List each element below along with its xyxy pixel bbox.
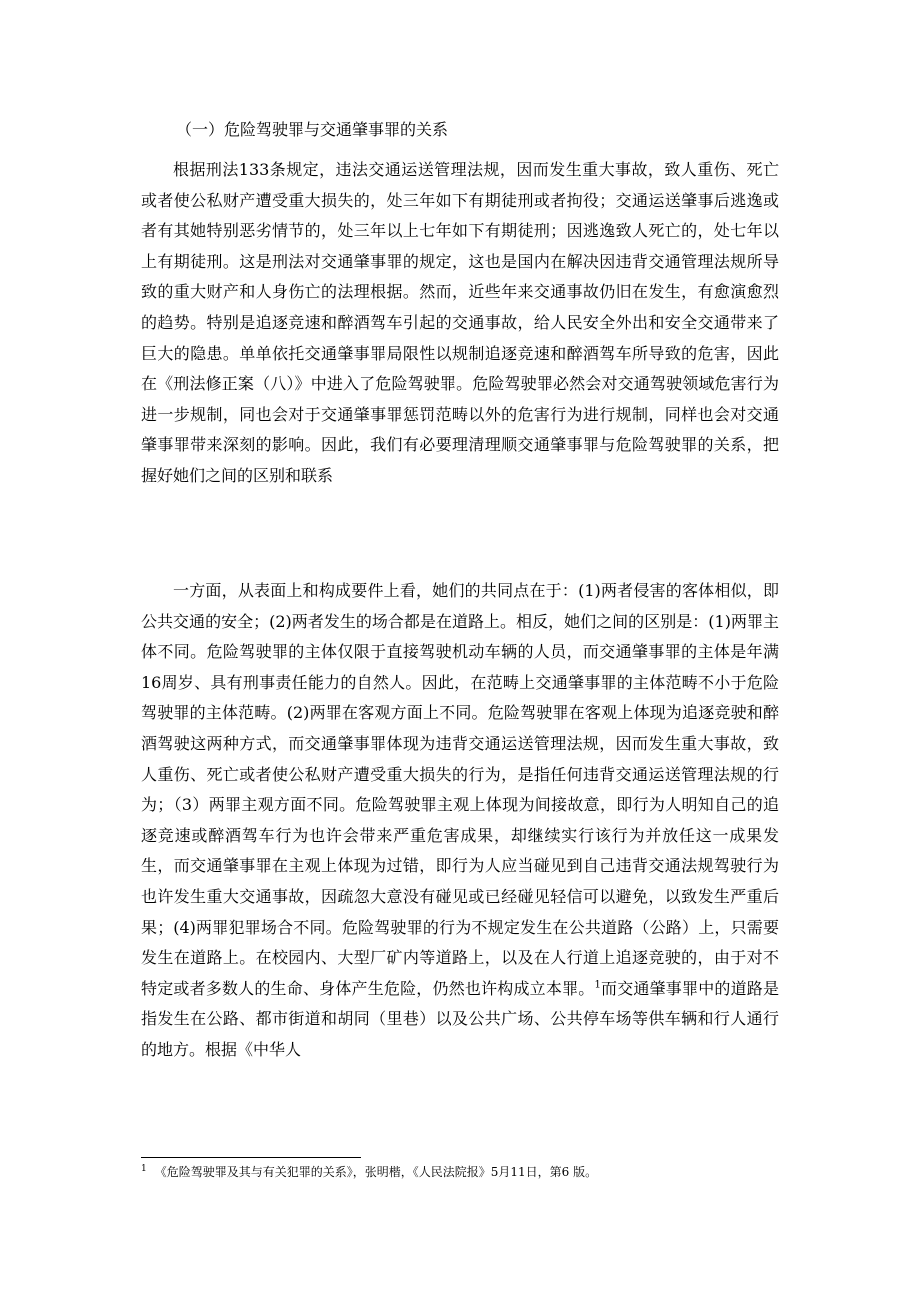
paragraph-2	[141, 576, 779, 1066]
footnote-reference[interactable]: 1	[594, 979, 601, 991]
footnote-number: 1	[141, 1164, 147, 1174]
footnote-separator	[141, 1157, 361, 1158]
paragraph-2-text-b: 而交通肇事罪中的道路是指发生在公路、都市街道和胡同（里巷）以及公共广场、公共停车场等供车辆和行人通行的地方。根据《中华人	[141, 978, 779, 1059]
paragraph-1: 根据刑法133条规定，违法交通运送管理法规，因而发生重大事故，致人重伤、死亡或者使公私财产遭受重大损失的，处三年如下有期徒刑或者拘役；交通运送肇事后逃逸或者有其她特别恶劣情节的，处三年以上七年如下有期徒刑；因逃逸致人死亡的，处七年以上有期徒刑。这是刑法对交通肇事罪的规定，这也是国内在解决因违背交通管理法规所导致的重大财产和人身伤亡的法理根据。然而，近些年来交通事故仍旧在发生，有愈演愈烈的趋势。特别是追逐竞速和醉酒驾车引起的交通事故，给人民安全外出和安全交通带来了巨大的隐患。单单依托交通肇事罪局限性以规制追逐竞速和醉酒驾车所导致的危害，因此在《刑法修正案（八）》中进入了危险驾驶罪。危险驾驶罪必然会对交通驾驶领域危害行为进一步规制，同也会对于交通肇事罪惩罚范畴以外的危害行为进行规制，同样也会对交通肇事罪带来深刻的影响。因此，我们有必要理清理顺交通肇事罪与危险驾驶罪的关系，把握好她们之间的区别和联系	[141, 160, 779, 485]
section-heading: （一）危险驾驶罪与交通肇事罪的关系	[176, 120, 449, 139]
paragraph-2-text-a: 一方面，从表面上和构成要件上看，她们的共同点在于：(1)两者侵害的客体相似，即公共交通的安全；(2)两者发生的场合都是在道路上。相反，她们之间的区别是：(1)两罪主体不同。危险驾驶罪的主体仅限于直接驾驶机动车辆的人员，而交通肇事罪的主体是年满16周岁、具有刑事责任能力的自然人。因此，在范畴上交通肇事罪的主体范畴不小于危险驾驶罪的主体范畴。(2)两罪在客观方面上不同。危险驾驶罪在客观上体现为追逐竞驶和醉酒驾驶这两种方式，而交通肇事罪体现为违背交通运送管理法规，因而发生重大事故，致人重伤、死亡或者使公私财产遭受重大损失的行为，是指任何违背交通运送管理法规的行为；（3）两罪主观方面不同。危险驾驶罪主观上体现为间接故意，即行为人明知自己的追逐竞速或醉酒驾车行为也许会带来严重危害成果，却继续实行该行为并放任这一成果发生，而交通肇事罪在主观上体现为过错，即行为人应当碰见到自己违背交通法规驾驶行为也许发生重大交通事故，因疏忽大意没有碰见或已经碰见轻信可以避免，以致发生严重后果；(4)两罪犯罪场合不同。危险驾驶罪的行为不规定发生在公共道路（公路）上，只需要发生在道路上。在校园内、大型厂矿内等道路上，以及在人行道上追逐竞驶的，由于对不特定或者多数人的生命、身体产生危险，仍然也许构成立本罪。	[141, 581, 779, 998]
footnote	[141, 1163, 781, 1181]
footnote-text: 《危险驾驶罪及其与有关犯罪的关系》，张明楷，《人民法院报》5月11日，第6 版。	[154, 1165, 598, 1179]
